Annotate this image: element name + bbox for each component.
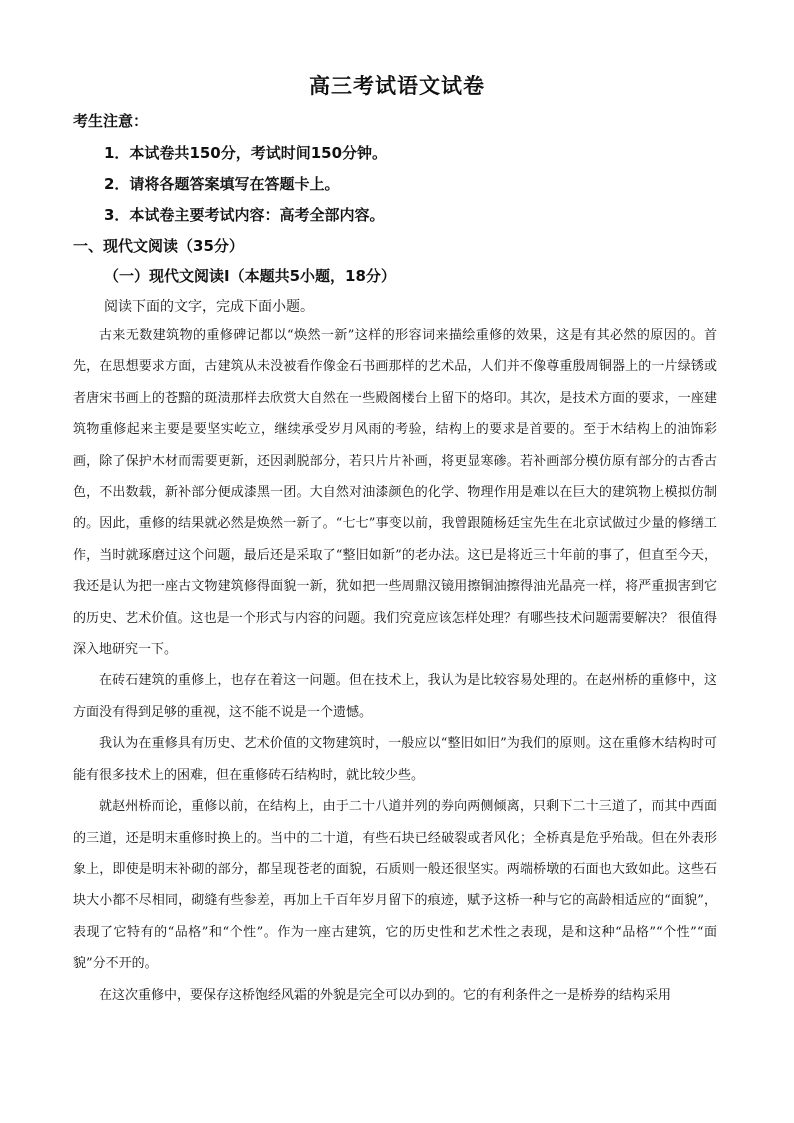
notice-item-1: 1．本试卷共150分，考试时间150分钟。: [104, 144, 388, 162]
notice-item-3: 3．本试卷主要考试内容：高考全部内容。: [104, 206, 385, 224]
subsection-heading: （一）现代文阅读Ⅰ（本题共5小题，18分）: [104, 267, 396, 285]
passage-paragraph-4: 就赵州桥而论，重修以前，在结构上，由于二十八道并列的券向两侧倾离，只剩下二十三道了，而其中西面的三道，还是明末重修时换上的。当中的二十道，有些石块已经破裂或者风化；全桥真是危乎殆哉。但在外表形象上，即使是明末补砌的部分，都呈现苍老的面貌，石质则一般还很坚实。两端桥墩的石面也大致如此。这些石块大小都不尽相同，砌缝有些参差，再加上千百年岁月留下的痕迹，赋予这桥一种与它的高龄相适应的“面貌”，表现了它特有的“品格”和“个性”。作为一座古建筑，它的历史性和艺术性之表现，是和这种“品格”“个性”“面貌”分不开的。: [73, 799, 717, 972]
notice-item-2: 2．请将各题答案填写在答题卡上。: [104, 175, 340, 193]
page-title: 高三考试语文试卷: [309, 73, 485, 98]
reading-instruction: 阅读下面的文字，完成下面小题。: [104, 299, 314, 315]
section-heading: 一、现代文阅读（35分）: [73, 237, 244, 255]
reading-passage: [73, 320, 717, 1011]
passage-paragraph-5: 在这次重修中，要保存这桥饱经风霜的外貌是完全可以办到的。它的有利条件之一是桥券的结构采用: [99, 987, 672, 1003]
passage-paragraph-3: 我认为在重修具有历史、艺术价值的文物建筑时，一般应以“整旧如旧”为我们的原则。这在重修木结构时可能有很多技术上的困难，但在重修砖石结构时，就比较少些。: [73, 736, 717, 783]
notice-heading: 考生注意：: [73, 112, 149, 130]
passage-paragraph-2: 在砖石建筑的重修上，也存在着这一问题。但在技术上，我认为是比较容易处理的。在赵州桥的重修中，这方面没有得到足够的重视，这不能不说是一个遗憾。: [73, 673, 717, 720]
passage-paragraph-1: 古来无数建筑物的重修碑记都以“焕然一新”这样的形容词来描绘重修的效果，这是有其必然的原因的。首先，在思想要求方面，古建筑从未没被看作像金石书画那样的艺术品，人们并不像尊重殷周铜器上的一片绿锈或者唐宋书画上的苍黯的斑渍那样去欣赏大自然在一些殿阁楼台上留下的烙印。其次，是技术方面的要求，一座建筑物重修起来主要是要坚实屹立，继续承受岁月风雨的考验，结构上的要求是首要的。至于木结构上的油饰彩画，除了保护木材而需要更新，还因剥脱部分，若只片片补画，将更显寒碜。若补画部分模仿原有部分的古香古色，不出数载，新补部分便成漆黑一团。大自然对油漆颜色的化学、物理作用是难以在巨大的建筑物上模拟仿制的。因此，重修的结果就必然是焕然一新了。“七七”事变以前，我曾跟随杨廷宝先生在北京试做过少量的修缮工作，当时就琢磨过这个问题，最后还是采取了“整旧如新”的老办法。这已是将近三十年前的事了，但直至今天，我还是认为把一座古文物建筑修得面貌一新，犹如把一些周鼎汉镜用擦铜油擦得油光晶亮一样，将严重损害到它的历史、艺术价值。这也是一个形式与内容的问题。我们究竟应该怎样处理？有哪些技术问题需要解决？ 很值得深入地研究一下。: [73, 328, 717, 658]
